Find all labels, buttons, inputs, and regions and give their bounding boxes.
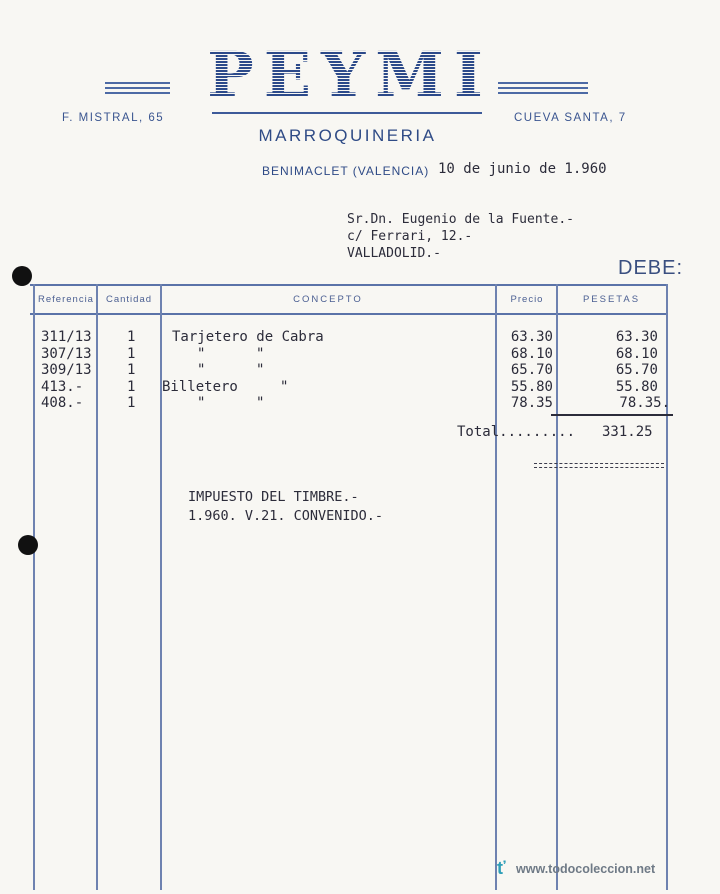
cell-ref: 311/13 xyxy=(41,329,92,345)
cell-amount: 55.80 xyxy=(615,379,658,395)
cell-price: 55.80 xyxy=(510,379,553,395)
cell-qty: 1 xyxy=(127,329,136,345)
column-divider-price xyxy=(556,284,558,890)
invoice-date: 10 de junio de 1.960 xyxy=(438,161,607,177)
cell-price: 65.70 xyxy=(510,362,553,378)
recipient-name: Sr.Dn. Eugenio de la Fuente.- xyxy=(347,212,574,227)
cell-concept: " " xyxy=(197,346,265,362)
cell-ref: 413.- xyxy=(41,379,84,395)
cell-concept: " " xyxy=(197,362,265,378)
debe-label: DEBE: xyxy=(618,257,684,279)
cell-qty: 1 xyxy=(127,362,136,378)
address-left: F. MISTRAL, 65 xyxy=(62,112,165,124)
punch-hole-bottom xyxy=(18,535,38,555)
header-precio: Precio xyxy=(510,294,544,305)
header-referencia: Referencia xyxy=(38,294,94,305)
table-header-rule xyxy=(30,313,668,315)
subtotal-underline xyxy=(551,414,673,416)
recipient-city: VALLADOLID.- xyxy=(347,246,441,261)
table-border-left xyxy=(33,284,35,890)
note-line-1: IMPUESTO DEL TIMBRE.- xyxy=(188,489,359,505)
cell-concept: Billetero " xyxy=(162,379,289,395)
cell-qty: 1 xyxy=(127,346,136,362)
cell-ref: 307/13 xyxy=(41,346,92,362)
company-subtitle: MARROQUINERIA xyxy=(258,126,437,145)
cell-price: 78.35 xyxy=(510,395,553,411)
total-value: 331.25 xyxy=(602,424,653,440)
cell-concept: Tarjetero de Cabra xyxy=(172,329,324,345)
cell-amount: 65.70 xyxy=(615,362,658,378)
address-right: CUEVA SANTA, 7 xyxy=(514,112,627,124)
cell-ref: 309/13 xyxy=(41,362,92,378)
note-line-2: 1.960. V.21. CONVENIDO.- xyxy=(188,508,384,524)
table-border-right xyxy=(666,284,668,890)
cell-concept: " " xyxy=(197,395,265,411)
column-divider-ref xyxy=(96,284,98,890)
watermark-text: www.todocoleccion.net xyxy=(516,862,656,876)
header-cantidad: Cantidad xyxy=(105,294,153,305)
header-concepto: CONCEPTO xyxy=(293,294,363,305)
cell-amount: 78.35. xyxy=(619,395,670,411)
cell-amount: 63.30 xyxy=(615,329,658,345)
header-pesetas: PESETAS xyxy=(582,294,641,305)
place-line: BENIMACLET (VALENCIA) xyxy=(262,164,430,178)
punch-hole-top xyxy=(12,266,32,286)
watermark-logo-icon: ť xyxy=(497,858,506,878)
cell-qty: 1 xyxy=(127,379,136,395)
cell-price: 68.10 xyxy=(510,346,553,362)
brand-underline xyxy=(212,112,482,114)
column-divider-qty xyxy=(160,284,162,890)
cell-ref: 408.- xyxy=(41,395,84,411)
brand-logo: PEYMI xyxy=(205,40,495,110)
cell-qty: 1 xyxy=(127,395,136,411)
total-double-rule xyxy=(534,463,664,468)
decorative-rule-right xyxy=(498,82,588,97)
cell-amount: 68.10 xyxy=(615,346,658,362)
recipient-street: c/ Ferrari, 12.- xyxy=(347,229,473,244)
cell-price: 63.30 xyxy=(510,329,553,345)
total-label: Total......... xyxy=(457,424,576,440)
column-divider-concept xyxy=(495,284,497,890)
decorative-rule-left xyxy=(105,82,170,97)
table-top-rule xyxy=(30,284,668,286)
